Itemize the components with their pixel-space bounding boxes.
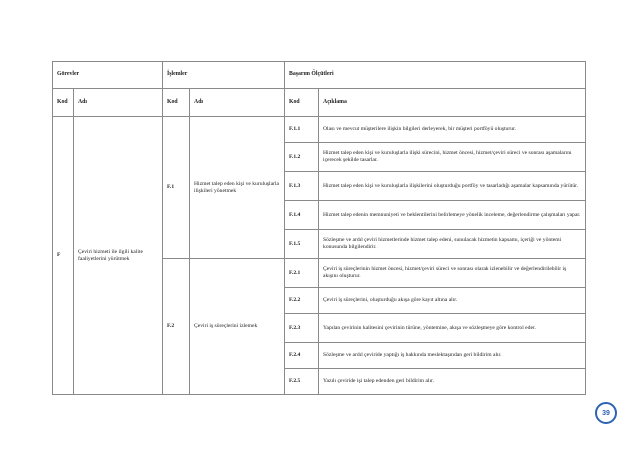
criterion-code: F.2.1 [285,259,319,288]
criterion-description: Hizmet talep eden kişi ve kuruluşlarla ilişkilerini oluşturduğu portföy ve tasarladığı aşamalar kapsamında yürütür. [319,172,586,201]
table-row [53,117,586,143]
subheader-kod-operation: Kod [163,89,190,117]
header-islemler: İşlemler [163,62,285,89]
table-subheader-row [53,89,586,117]
page-number: 39 [602,409,610,417]
subheader-adi-operation: Adı [190,89,285,117]
header-gorevler: Görevler [53,62,163,89]
subheader-aciklama: Açıklama [319,89,586,117]
subheader-kod-task: Kod [53,89,74,117]
operation-code: F.1 [163,117,190,259]
criterion-description: Çeviri iş süreçlerini, oluşturduğu akışa göre kayıt altına alır. [319,288,586,314]
operation-name: Hizmet talep eden kişi ve kuruluşlarla ilişkileri yönetmek [190,117,285,259]
criterion-code: F.2.5 [285,369,319,395]
criterion-description: Hizmet talep edenin memnuniyeti ve beklentilerini belirlemeye yönelik inceleme, değerlendirme çalışmaları yapar. [319,201,586,230]
criterion-code: F.2.2 [285,288,319,314]
criterion-code: F.1.5 [285,230,319,259]
operation-code: F.2 [163,259,190,395]
criterion-code: F.1.1 [285,117,319,143]
criterion-code: F.1.2 [285,143,319,172]
page-number-badge [595,402,617,424]
criterion-code: F.1.4 [285,201,319,230]
table-header-row [53,62,586,89]
task-code: F [53,117,74,395]
criterion-description: Hizmet talep eden kişi ve kuruluşlarla ilişki sürecini, hizmet öncesi, hizmet/çeviri süreci ve sonrası aşamalarını içerecek şekilde tasarlar. [319,143,586,172]
subheader-adi-task: Adı [74,89,163,117]
criterion-description: Yazılı çeviride işi talep edenden geri bildirim alır. [319,369,586,395]
occupational-standard-table [52,61,586,395]
criterion-code: F.1.3 [285,172,319,201]
task-name: Çeviri hizmeti ile ilgili kalite faaliyetlerini yürütmek [74,117,163,395]
criterion-description: Sözleşme ve ardıl çeviride yaptığı iş hakkında meslektaşından geri bildirim alır. [319,343,586,369]
criterion-code: F.2.3 [285,314,319,343]
criterion-description: Çeviri iş süreçlerinin hizmet öncesi, hizmet/çeviri süreci ve sonrası olarak izlenebilir ve değerlendirilebilir iş akışını oluşturur. [319,259,586,288]
criterion-description: Yapılan çevirinin kalitesini çevirinin türüne, yöntemine, akışa ve sözleşmeye göre kontrol eder. [319,314,586,343]
header-basarim: Başarım Ölçütleri [285,62,586,89]
criterion-code: F.2.4 [285,343,319,369]
criterion-description: Sözleşme ve ardıl çeviri hizmetlerinde hizmet talep edeni, sunulacak hizmetin kapsamı, içeriği ve yöntemi konusunda bilgilendirir. [319,230,586,259]
operation-name: Çeviri iş süreçlerini izlemek [190,259,285,395]
subheader-kod-criterion: Kod [285,89,319,117]
criterion-description: Olası ve mevcut müşterilere ilişkin bilgileri derleyerek, bir müşteri portföyü oluşturur. [319,117,586,143]
